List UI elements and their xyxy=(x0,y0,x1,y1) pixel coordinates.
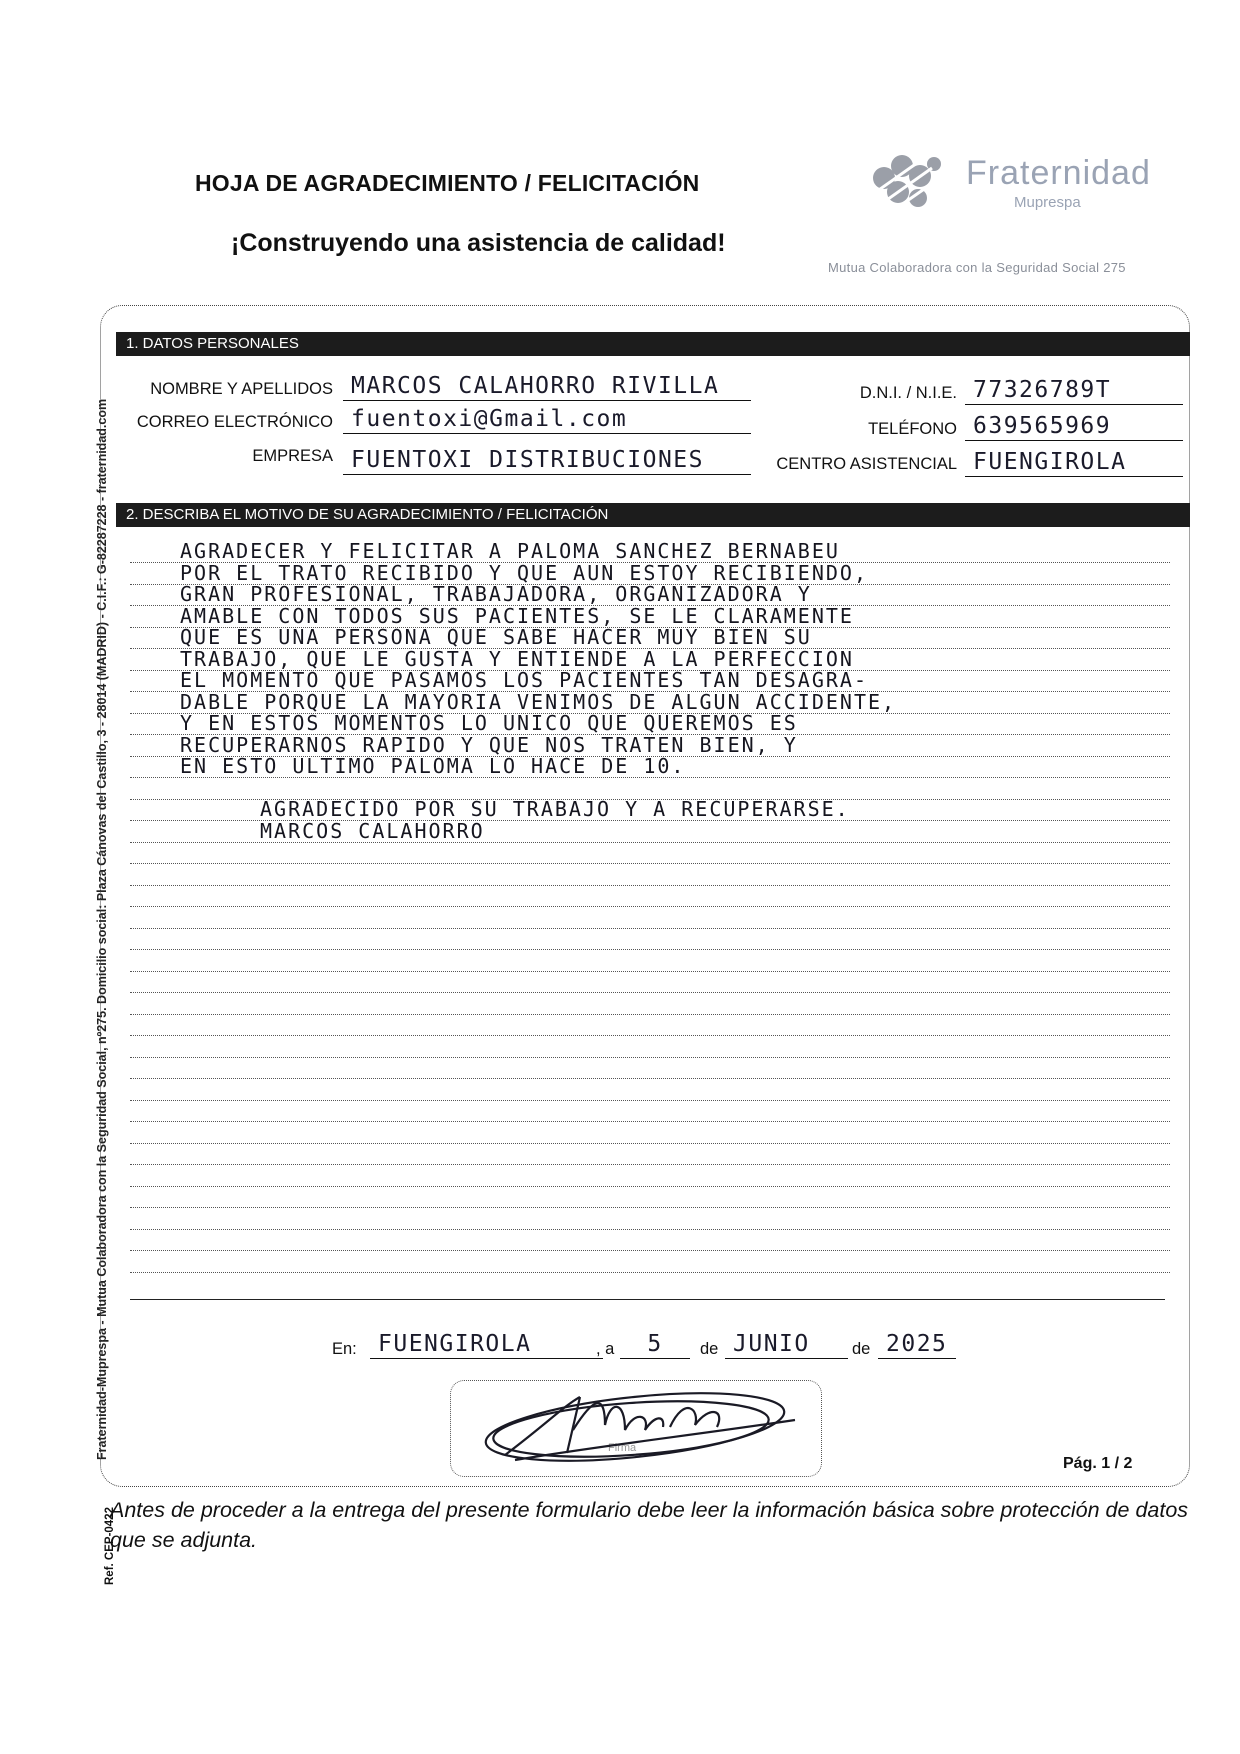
phone-label: TELÉFONO xyxy=(868,420,957,438)
ruled-line xyxy=(130,928,1170,929)
message-line: GRAN PROFESIONAL, TRABAJADORA, ORGANIZADORA Y xyxy=(180,582,812,606)
fraternidad-logo xyxy=(862,148,1182,218)
message-line: EL MOMENTO QUE PASAMOS LOS PACIENTES TAN DESAGRA- xyxy=(180,668,869,692)
ruled-line xyxy=(130,1164,1170,1165)
ruled-line xyxy=(130,1186,1170,1187)
ruled-line xyxy=(130,1100,1170,1101)
name-label: NOMBRE Y APELLIDOS xyxy=(150,380,333,398)
name-field[interactable]: MARCOS CALAHORRO RIVILLA xyxy=(343,372,751,401)
page-number: Pág. 1 / 2 xyxy=(1063,1455,1133,1472)
message-line: AMABLE CON TODOS SUS PACIENTES, SE LE CLARAMENTE xyxy=(180,603,854,628)
day-prefix-label: , a xyxy=(596,1340,615,1358)
company-field[interactable]: FUENTOXI DISTRIBUCIONES xyxy=(343,446,751,475)
email-label: CORREO ELECTRÓNICO xyxy=(136,413,333,431)
message-line: QUE ES UNA PERSONA QUE SABE HACER MUY BIEN SU xyxy=(180,625,812,649)
dni-label: D.N.I. / N.I.E. xyxy=(859,384,957,402)
mutua-line: Mutua Colaboradora con la Seguridad Social 275 xyxy=(828,260,1126,275)
year-field[interactable]: 2025 xyxy=(878,1330,956,1359)
message-line: RECUPERARNOS RAPIDO Y QUE NOS TRATEN BIEN, Y xyxy=(180,732,798,757)
message-line: Y EN ESTOS MOMENTOS LO UNICO QUE QUEREMOS ES xyxy=(180,711,798,735)
logo-name: Fraternidad xyxy=(966,154,1151,192)
form-title: HOJA DE AGRADECIMIENTO / FELICITACIÓN xyxy=(195,170,700,196)
ruled-line xyxy=(130,992,1170,993)
message-line: EN ESTO ULTIMO PALOMA LO HACE DE 10. xyxy=(180,754,686,778)
message-line: AGRADECER Y FELICITAR A PALOMA SANCHEZ BERNABEU xyxy=(180,539,840,563)
month-prefix-label: de xyxy=(700,1340,719,1358)
handwritten-signature xyxy=(455,1385,815,1475)
form-subtitle: ¡Construyendo una asistencia de calidad! xyxy=(231,229,726,257)
ruled-line xyxy=(130,885,1170,886)
message-line: DABLE PORQUE LA MAYORIA VENIMOS DE ALGUN ACCIDENTE, xyxy=(180,689,897,714)
form-frame xyxy=(100,305,1190,1487)
ruled-line xyxy=(130,1078,1170,1079)
ruled-line xyxy=(130,1250,1170,1251)
dni-field[interactable]: 77326789T xyxy=(965,376,1183,405)
day-field[interactable]: 5 xyxy=(620,1330,690,1359)
month-field[interactable]: JUNIO xyxy=(725,1330,848,1359)
center-label: CENTRO ASISTENCIAL xyxy=(776,455,957,473)
ruled-line xyxy=(130,971,1170,972)
place-label: En: xyxy=(332,1340,357,1358)
ruled-line xyxy=(130,1143,1170,1144)
company-label: EMPRESA xyxy=(252,447,333,465)
signature-label: Firma xyxy=(608,1442,637,1454)
ruled-line xyxy=(130,1014,1170,1015)
section-personal-data-heading: 1. DATOS PERSONALES xyxy=(116,332,1190,356)
ruled-line xyxy=(130,906,1170,907)
phone-field[interactable]: 639565969 xyxy=(965,412,1183,441)
message-end-line xyxy=(130,1299,1165,1300)
ruled-line xyxy=(130,949,1170,950)
ruled-line xyxy=(130,1121,1170,1122)
ruled-line xyxy=(130,1057,1170,1058)
legal-side-text: Fraternidad-Muprespa - Mutua Colaboradora con la Seguridad Social, nº275. Domicilio social: Plaza Cánovas del Castillo, 3 - 28014 (MADRID) - C.I.F.: G-82287228 - fraternidad.com xyxy=(95,398,109,1460)
logo-sub: Muprespa xyxy=(1014,194,1081,211)
year-prefix-label: de xyxy=(852,1340,871,1358)
ruled-line xyxy=(130,1272,1170,1273)
message-line: AGRADECIDO POR SU TRABAJO Y A RECUPERARSE. xyxy=(260,797,850,821)
reference-code: Ref. CEP-0422 xyxy=(104,1507,116,1585)
message-line: TRABAJO, QUE LE GUSTA Y ENTIENDE A LA PERFECCION xyxy=(180,646,854,671)
section-reason-heading: 2. DESCRIBA EL MOTIVO DE SU AGRADECIMIENTO / FELICITACIÓN xyxy=(116,503,1190,527)
fraternidad-logo-icon xyxy=(862,148,962,218)
data-protection-notice: Antes de proceder a la entrega del presente formulario debe leer la información básica sobre protección de datos que se adjunta. xyxy=(110,1498,1189,1552)
ruled-line xyxy=(130,863,1170,864)
email-field[interactable]: fuentoxi@Gmail.com xyxy=(343,405,751,434)
place-field[interactable]: FUENGIROLA xyxy=(370,1330,603,1359)
ruled-line xyxy=(130,1229,1170,1230)
center-field[interactable]: FUENGIROLA xyxy=(965,448,1183,477)
ruled-line xyxy=(130,1207,1170,1208)
message-line: POR EL TRATO RECIBIDO Y QUE AUN ESTOY RECIBIENDO, xyxy=(180,560,869,585)
message-line: MARCOS CALAHORRO xyxy=(260,818,485,843)
ruled-line xyxy=(130,1035,1170,1036)
